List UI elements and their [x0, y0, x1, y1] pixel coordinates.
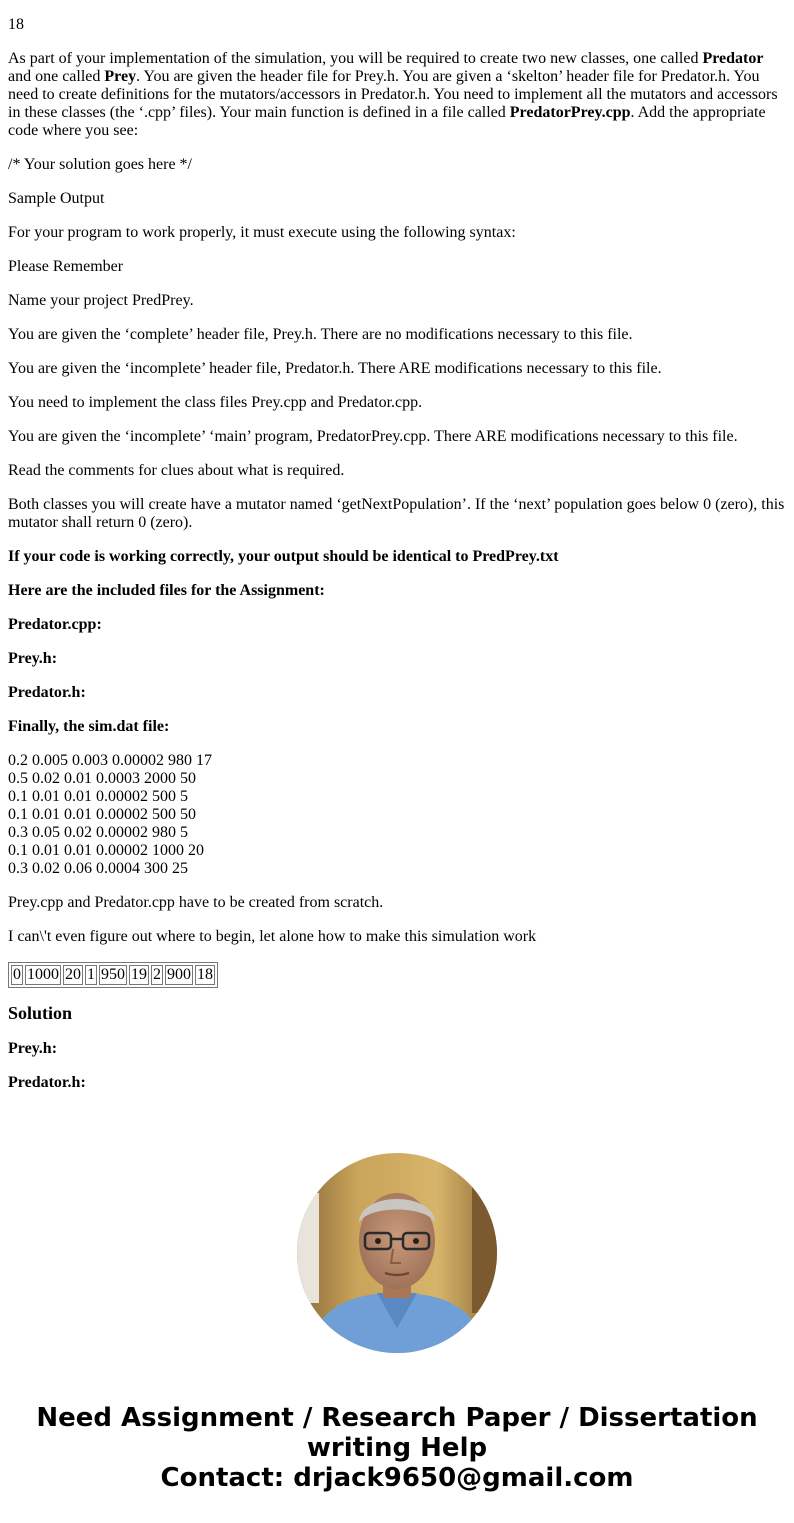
name-project-paragraph: Name your project PredPrey. [8, 292, 194, 309]
syntax-paragraph: For your program to work properly, it must execute using the following syntax: [8, 224, 516, 241]
incomplete-header-paragraph: You are given the ‘incomplete’ header file, Predator.h. There ARE modifications necessary to this file. [8, 360, 662, 377]
table-row [11, 965, 215, 985]
table-cell: 2 [153, 966, 161, 983]
prey-h-label: Prey.h: [8, 650, 58, 667]
intro-bold-prey: Prey [104, 68, 137, 85]
read-comments-paragraph: Read the comments for clues about what is required. [8, 462, 345, 479]
sim-dat-line: 0.1 0.01 0.01 0.00002 1000 20 [8, 842, 204, 859]
predator-h-label: Predator.h: [8, 684, 86, 701]
solution-predator-h-label: Predator.h: [8, 1074, 86, 1091]
intro-bold-predator: Predator [702, 50, 764, 67]
sample-output-label: Sample Output [8, 190, 105, 207]
predator-cpp-label: Predator.cpp: [8, 616, 102, 633]
cut-off-value [8, 0, 786, 2]
values-table [8, 962, 218, 988]
sim-dat-line: 0.3 0.02 0.06 0.0004 300 25 [8, 860, 188, 877]
mutator-paragraph: Both classes you will create have a mutator named ‘getNextPopulation’. If the ‘next’ population goes below 0 (zero), this mutator shall return 0 (zero). [8, 496, 785, 531]
table-cell: 1 [87, 966, 95, 983]
intro-paragraph [8, 50, 786, 140]
document-body [8, 0, 786, 1108]
sim-dat-line: 0.1 0.01 0.01 0.00002 500 5 [8, 788, 188, 805]
cant-figure-paragraph: I can\'t even figure out where to begin, let alone how to make this simulation work [8, 928, 537, 945]
table-cell: 20 [65, 966, 81, 983]
promo-banner [0, 1403, 794, 1493]
intro-text-3: . You are given the header file for Prey.h. You are given a ‘skelton’ header file for Predator.h. You need to create definitions for the mutators/accessors in Predator.h. You need to implement all the mutators and accessors in these classes (the ‘.cpp’ files). Your main function is defined in a file called [8, 68, 778, 121]
promo-contact: Contact: drjack9650@gmail.com [160, 1463, 634, 1493]
table-cell: 950 [101, 966, 125, 983]
sim-dat-heading: Finally, the sim.dat file: [8, 718, 170, 735]
table-cell: 19 [131, 966, 147, 983]
solution-comment: /* Your solution goes here */ [8, 156, 192, 173]
implement-paragraph: You need to implement the class files Prey.cpp and Predator.cpp. [8, 394, 423, 411]
identical-output-paragraph: If your code is working correctly, your output should be identical to PredPrey.txt [8, 548, 559, 565]
complete-header-paragraph: You are given the ‘complete’ header file, Prey.h. There are no modifications necessary to this file. [8, 326, 633, 343]
person-photo-icon [297, 1153, 497, 1353]
sim-dat-line: 0.1 0.01 0.01 0.00002 500 50 [8, 806, 196, 823]
sim-dat-line: 0.3 0.05 0.02 0.00002 980 5 [8, 824, 188, 841]
top-fragment [8, 0, 786, 2]
intro-bold-file: PredatorPrey.cpp [509, 104, 631, 121]
sim-dat-line: 0.2 0.005 0.003 0.00002 980 17 [8, 752, 212, 769]
incomplete-main-paragraph: You are given the ‘incomplete’ ‘main’ program, PredatorPrey.cpp. There ARE modifications necessary to this file. [8, 428, 738, 445]
sim-dat-line: 0.5 0.02 0.01 0.0003 2000 50 [8, 770, 196, 787]
table-cell: 900 [167, 966, 191, 983]
solution-heading: Solution [8, 1003, 73, 1023]
remember-label: Please Remember [8, 258, 124, 275]
avatar [297, 1153, 497, 1353]
promo-line-1: Need Assignment / Research Paper / Dissertation [36, 1403, 758, 1433]
intro-text-1: As part of your implementation of the simulation, you will be required to create two new classes, one called [8, 50, 703, 67]
table-cell: 1000 [27, 966, 59, 983]
top-value: 18 [8, 16, 24, 33]
promo-line-2: writing Help [306, 1433, 488, 1463]
included-files-heading: Here are the included files for the Assignment: [8, 582, 325, 599]
intro-text-2: and one called [8, 68, 105, 85]
scratch-paragraph: Prey.cpp and Predator.cpp have to be created from scratch. [8, 894, 384, 911]
table-cell: 18 [197, 966, 213, 983]
intro-text-4: . Add the appropriate code where you see: [8, 104, 766, 139]
table-cell: 0 [13, 966, 21, 983]
sim-dat-block [8, 752, 786, 878]
solution-prey-h-label: Prey.h: [8, 1040, 58, 1057]
